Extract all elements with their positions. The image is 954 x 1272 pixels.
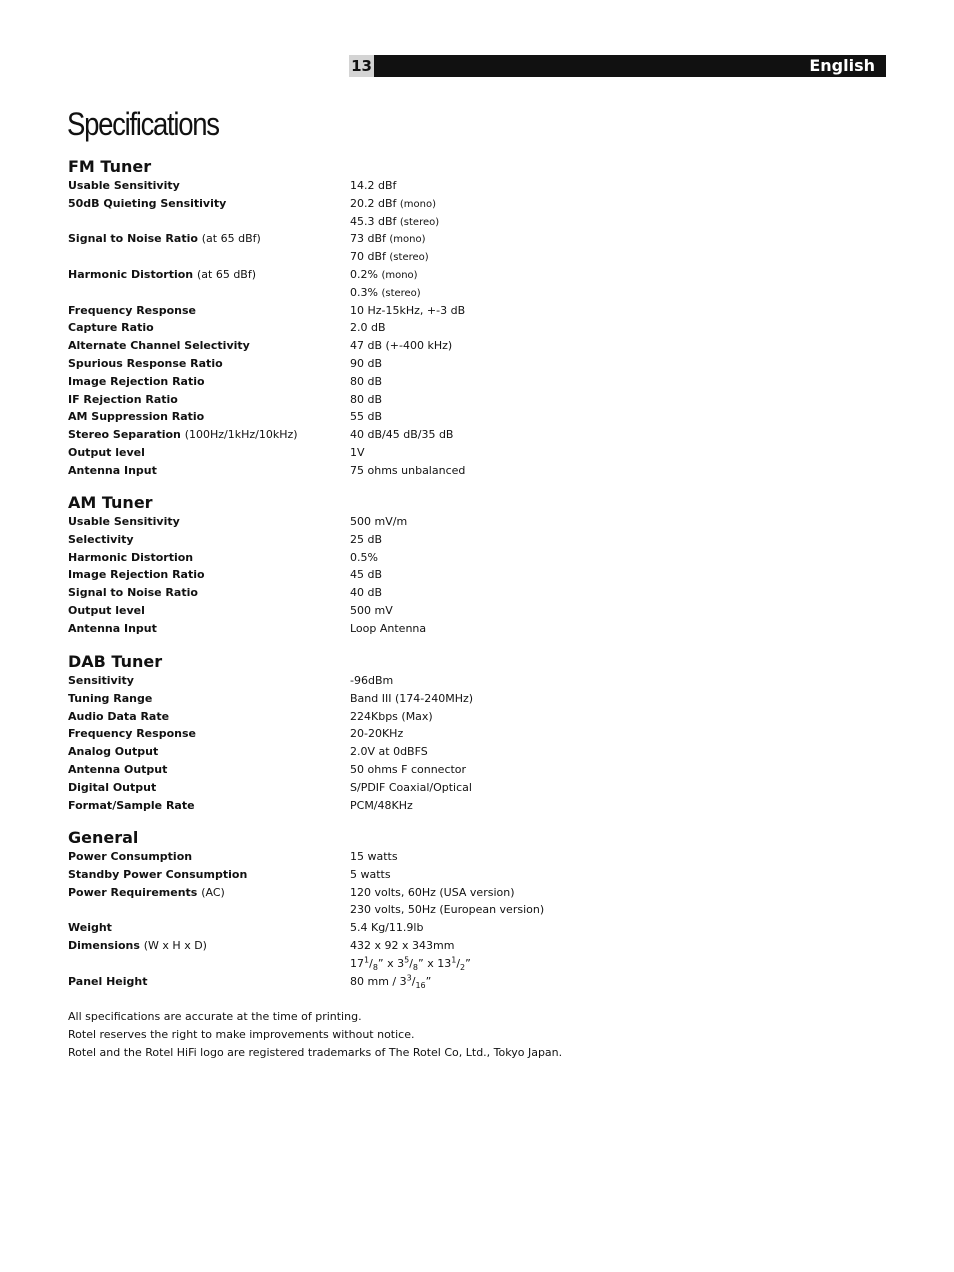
spec-row [68,584,628,602]
spec-label: Power Consumption [68,850,193,863]
spec-value: 500 mV [350,603,393,617]
spec-row [68,973,628,991]
spec-row [68,549,628,567]
spec-label: Digital Output [68,780,157,794]
spec-row [68,566,628,584]
spec-row [68,213,628,231]
spec-value: PCM/48KHz [350,798,413,812]
spec-value: 432 x 92 x 343mm [350,938,455,952]
spec-label: Dimensions (W x H x D) [68,938,207,952]
spec-label: Usable Sensitivity [68,179,180,192]
spec-label: Image Rejection Ratio [68,374,205,388]
spec-list [68,848,628,955]
spec-label: Tuning Range [68,691,153,705]
spec-value: S/PDIF Coaxial/Optical [350,780,472,794]
spec-label: Power Requirements (AC) [68,885,225,899]
footer-notes [68,1008,562,1061]
spec-label-note: (100Hz/1kHz/10kHz) [184,428,298,442]
spec-row [68,284,628,302]
spec-label: Harmonic Distortion (at 65 dBf) [68,267,257,281]
spec-label: IF Rejection Ratio [68,392,178,406]
page-number: 13 [349,55,374,77]
spec-value: 1V [350,445,365,459]
spec-value: 500 mV/m [350,515,408,528]
spec-row [68,919,628,937]
spec-label-note: (W x H x D) [143,938,207,952]
spec-value-note: (stereo) [381,287,421,299]
spec-row [68,797,628,815]
fm-tuner-section [68,157,628,480]
header-bar [349,55,886,77]
spec-value: 224Kbps (Max) [350,709,433,723]
spec-value: Band III (174-240MHz) [350,691,474,705]
spec-value: 230 volts, 50Hz (European version) [350,903,545,917]
spec-label: Weight [68,921,112,935]
spec-value: 2.0V at 0dBFS [350,745,428,759]
spec-row [68,937,628,955]
spec-label: Output level [68,445,145,459]
spec-row [68,531,628,549]
spec-row [68,955,628,973]
spec-value: 120 volts, 60Hz (USA version) [350,885,515,899]
spec-list [68,513,628,638]
general-section [68,828,628,990]
spec-row [68,319,628,337]
spec-row [68,848,628,866]
spec-label: Panel Height [68,974,148,988]
spec-value: 20-20KHz [350,727,404,741]
spec-value-note: (mono) [399,198,437,210]
spec-label: Selectivity [68,532,134,546]
spec-row [68,426,628,444]
spec-value: 40 dB/45 dB/35 dB [350,428,454,442]
spec-value: 47 dB (+-400 kHz) [350,339,453,353]
spec-value: 0.3% (stereo) [350,285,421,299]
spec-value-note: (stereo) [399,216,440,228]
spec-row [68,901,628,919]
section-heading: AM Tuner [68,493,153,512]
spec-label: AM Suppression Ratio [68,410,205,424]
spec-label: Antenna Input [68,621,157,635]
spec-label: Signal to Noise Ratio [68,586,198,600]
spec-label: Antenna Input [68,463,157,477]
footer-line: All specifications are accurate at the time of printing. [68,1010,362,1023]
spec-row [68,462,628,480]
spec-value-note: (stereo) [389,252,429,264]
spec-value: 45 dB [350,568,383,582]
spec-value-note: (mono) [381,269,418,281]
spec-list [68,672,628,814]
spec-value: 80 mm / $3^3/_{16}$” [350,972,432,990]
spec-row [68,690,628,708]
spec-value: Loop Antenna [350,621,427,635]
spec-value: 14.2 dBf [350,179,397,192]
am-tuner-section [68,493,628,638]
spec-label: Format/Sample Rate [68,798,195,812]
section-heading: DAB Tuner [68,652,163,671]
section-heading: General [68,828,139,847]
spec-row [68,884,628,902]
spec-label: Antenna Output [68,762,168,776]
spec-value: 5.4 Kg/11.9lb [350,921,424,935]
spec-row [68,266,628,284]
footer-line: Rotel reserves the right to make improvements without notice. [68,1027,415,1041]
spec-label: Frequency Response [68,727,196,741]
spec-row [68,373,628,391]
spec-row [68,302,628,320]
spec-row [68,672,628,690]
spec-label: Capture Ratio [68,321,154,335]
spec-value: 90 dB [350,356,383,370]
spec-row [68,513,628,531]
spec-row [68,866,628,884]
spec-value: 80 dB [350,374,383,388]
spec-value-note: (mono) [389,234,426,246]
spec-value: 55 dB [350,410,383,424]
spec-value: 70 dBf (stereo) [350,250,429,264]
spec-row [68,248,628,266]
spec-value: 75 ohms unbalanced [350,463,466,477]
spec-label: Image Rejection Ratio [68,568,205,582]
spec-label: 50dB Quieting Sensitivity [68,196,227,210]
spec-label-note: (AC) [201,885,225,899]
spec-row [68,620,628,638]
spec-row [68,743,628,761]
spec-row [68,337,628,355]
spec-label: Alternate Channel Selectivity [68,339,250,353]
spec-label: Standby Power Consumption [68,867,248,881]
spec-value-inches: $17^1/_8$” x $3^5/_8$” x $13^1/_2$” [350,955,471,972]
language-label: English [809,56,875,75]
dab-tuner-section [68,652,628,814]
spec-row [68,725,628,743]
footer-line: Rotel and the Rotel HiFi logo are registered trademarks of The Rotel Co, Ltd., Tokyo Japan. [68,1045,563,1059]
spec-value: 73 dBf (mono) [350,232,426,246]
spec-row [68,408,628,426]
spec-row [68,177,628,195]
spec-row [68,355,628,373]
spec-value: 40 dB [350,586,383,600]
spec-value: 50 ohms F connector [350,762,467,776]
spec-value: 15 watts [350,850,398,863]
spec-label: Signal to Noise Ratio (at 65 dBf) [68,232,261,246]
spec-value: 10 Hz-15kHz, +-3 dB [350,303,466,317]
spec-row [68,779,628,797]
spec-row [68,391,628,409]
spec-label-note: (at 65 dBf) [201,232,261,246]
spec-row [68,708,628,726]
spec-value: 20.2 dBf (mono) [350,196,437,210]
page-title: Specifications [67,106,219,142]
spec-row [68,230,628,248]
spec-row [68,444,628,462]
spec-value: 80 dB [350,392,383,406]
section-heading: FM Tuner [68,157,152,176]
spec-label: Sensitivity [68,674,134,687]
spec-row [68,195,628,213]
spec-label-note: (at 65 dBf) [196,267,257,281]
spec-value: 2.0 dB [350,321,386,335]
spec-label: Stereo Separation (100Hz/1kHz/10kHz) [68,428,298,442]
spec-label: Usable Sensitivity [68,515,180,528]
spec-label: Audio Data Rate [68,709,170,723]
spec-value: 25 dB [350,532,383,546]
spec-label: Harmonic Distortion [68,550,194,564]
spec-list [68,177,628,480]
spec-value: 0.5% [350,550,378,564]
spec-value: 45.3 dBf (stereo) [350,214,440,228]
spec-label: Output level [68,603,145,617]
spec-row [68,761,628,779]
spec-label: Analog Output [68,745,159,759]
spec-label: Frequency Response [68,303,196,317]
spec-value: 0.2% (mono) [350,267,418,281]
spec-value: 5 watts [350,867,391,881]
spec-label: Spurious Response Ratio [68,356,223,370]
spec-value: -96dBm [350,674,394,687]
spec-row [68,602,628,620]
